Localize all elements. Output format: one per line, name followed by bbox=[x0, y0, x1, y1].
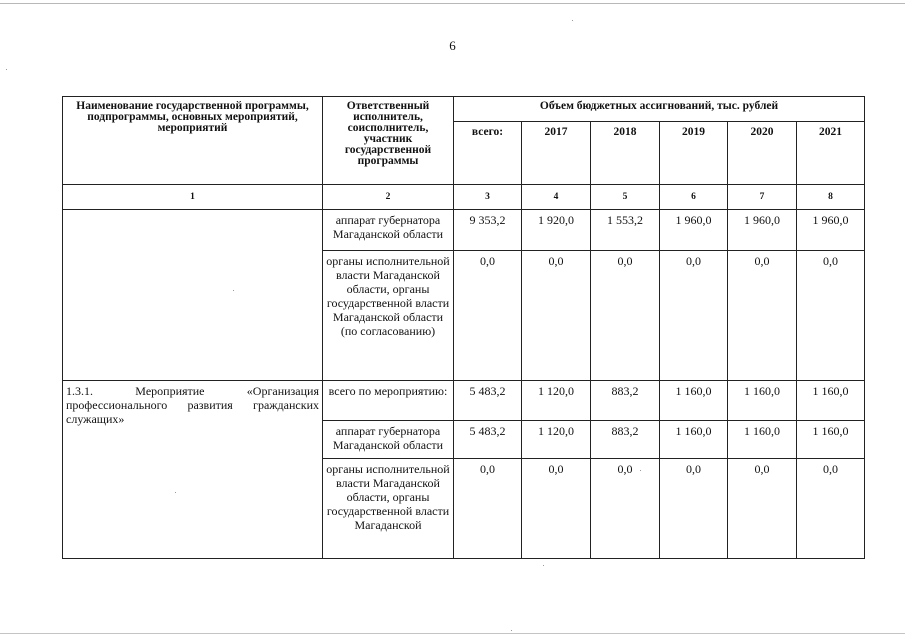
column-number: 5 bbox=[591, 185, 660, 210]
value-2017: 0,0 bbox=[522, 459, 591, 559]
responsible-cell: всего по мероприятию: bbox=[323, 381, 454, 421]
value-2018: 883,2 bbox=[591, 381, 660, 421]
value-2019: 1 960,0 bbox=[660, 210, 728, 251]
header-year-2021: 2021 bbox=[797, 122, 865, 185]
value-2018: 0,0 bbox=[591, 251, 660, 381]
value-2017: 0,0 bbox=[522, 251, 591, 381]
value-2020: 1 160,0 bbox=[728, 421, 797, 459]
value-2018: 883,2 bbox=[591, 421, 660, 459]
value-2017: 1 920,0 bbox=[522, 210, 591, 251]
responsible-cell: аппарат губернатора Магаданской области bbox=[323, 421, 454, 459]
value-total: 9 353,2 bbox=[454, 210, 522, 251]
column-number: 2 bbox=[323, 185, 454, 210]
value-total: 0,0 bbox=[454, 459, 522, 559]
scan-speck bbox=[511, 630, 512, 631]
column-number: 7 bbox=[728, 185, 797, 210]
value-total: 5 483,2 bbox=[454, 421, 522, 459]
value-2020: 1 960,0 bbox=[728, 210, 797, 251]
value-2019: 1 160,0 bbox=[660, 421, 728, 459]
column-number-row bbox=[63, 185, 865, 210]
value-2020: 0,0 bbox=[728, 459, 797, 559]
page-number: 6 bbox=[449, 38, 456, 53]
header-year-2019: 2019 bbox=[660, 122, 728, 185]
responsible-cell: аппарат губернатора Магаданской области bbox=[323, 210, 454, 251]
value-2019: 0,0 bbox=[660, 251, 728, 381]
value-2021: 0,0 bbox=[797, 459, 865, 559]
header-year-2020: 2020 bbox=[728, 122, 797, 185]
value-2021: 1 160,0 bbox=[797, 421, 865, 459]
scan-speck bbox=[6, 69, 7, 70]
table-row bbox=[63, 381, 865, 421]
value-total: 0,0 bbox=[454, 251, 522, 381]
column-number: 3 bbox=[454, 185, 522, 210]
value-2021: 1 160,0 bbox=[797, 381, 865, 421]
value-2018: 0,0 bbox=[591, 459, 660, 559]
responsible-cell: органы исполнительной власти Магаданской области, органы государственной власти Магаданской bbox=[323, 459, 454, 559]
value-2017: 1 120,0 bbox=[522, 421, 591, 459]
value-2019: 0,0 bbox=[660, 459, 728, 559]
value-2017: 1 120,0 bbox=[522, 381, 591, 421]
column-number: 8 bbox=[797, 185, 865, 210]
header-total: всего: bbox=[454, 122, 522, 185]
value-2021: 1 960,0 bbox=[797, 210, 865, 251]
value-2019: 1 160,0 bbox=[660, 381, 728, 421]
value-total: 5 483,2 bbox=[454, 381, 522, 421]
column-number: 4 bbox=[522, 185, 591, 210]
value-2018: 1 553,2 bbox=[591, 210, 660, 251]
header-budget-volume: Объем бюджетных ассигнований, тыс. рублей bbox=[454, 97, 865, 122]
header-responsible: Ответственный исполнитель, соисполнитель, участник государственной программы bbox=[323, 97, 454, 185]
header-row bbox=[63, 97, 865, 122]
column-number: 1 bbox=[63, 185, 323, 210]
budget-table bbox=[62, 96, 865, 559]
scan-bottom-edge bbox=[0, 633, 905, 634]
activity-name-cell: 1.3.1. Мероприятие «Организация профессионального развития гражданских служащих» bbox=[63, 381, 323, 559]
header-year-2017: 2017 bbox=[522, 122, 591, 185]
scan-top-edge bbox=[0, 3, 905, 4]
scan-speck bbox=[543, 565, 544, 566]
scan-speck bbox=[572, 20, 573, 21]
value-2021: 0,0 bbox=[797, 251, 865, 381]
table-row bbox=[63, 210, 865, 251]
value-2020: 1 160,0 bbox=[728, 381, 797, 421]
name-cell-empty bbox=[63, 210, 323, 381]
header-year-2018: 2018 bbox=[591, 122, 660, 185]
column-number: 6 bbox=[660, 185, 728, 210]
value-2020: 0,0 bbox=[728, 251, 797, 381]
responsible-cell: органы исполнительной власти Магаданской области, органы государственной власти Магаданской области (по согласованию) bbox=[323, 251, 454, 381]
header-name: Наименование государственной программы, подпрограммы, основных мероприятий, мероприятий bbox=[63, 97, 323, 185]
